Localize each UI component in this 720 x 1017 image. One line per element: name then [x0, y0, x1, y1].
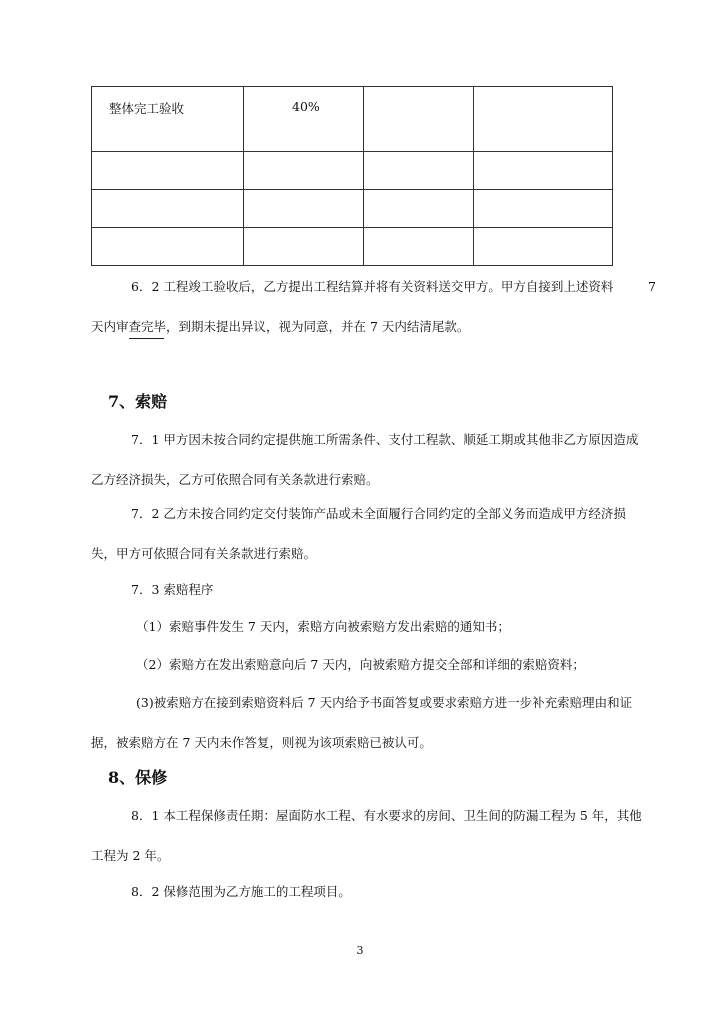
table-cell: [364, 152, 474, 190]
table-row: [92, 228, 613, 266]
section-heading: 7、索赔: [108, 392, 168, 411]
paragraph-8-1: [91, 796, 656, 876]
payment-schedule-table: [91, 86, 613, 266]
paragraph-text: 据，被索赔方在 7 天内未作答复，则视为该项索赔已被认可。: [91, 735, 432, 750]
paragraph-7-1: [91, 420, 656, 500]
section-heading: 8、保修: [108, 768, 168, 787]
stage-label: 整体完工验收: [109, 101, 185, 116]
paragraph-text: （1）索赔事件发生 7 天内，索赔方向被索赔方发出索赔的通知书；: [136, 619, 510, 634]
paragraph-text: (3)被索赔方在接到索赔资料后 7 天内给予书面答复或要求索赔方进一步补充索赔理由和证: [136, 695, 633, 710]
paragraph-text: 7．3 索赔程序: [131, 582, 214, 597]
paragraph-text: 8．1 本工程保修责任期：屋面防水工程、有水要求的房间、卫生间的防漏工程为 5 年，其他: [131, 808, 642, 823]
list-item: [91, 645, 656, 685]
paragraph-6-2: [91, 267, 656, 347]
table-cell: [92, 190, 244, 228]
table-row: [92, 152, 613, 190]
table-cell: [364, 87, 474, 152]
table-cell: [474, 228, 613, 266]
paragraph-text: 天内审查完毕，到期未提出异议，视为同意，并在 7 天内结清尾款。: [91, 319, 470, 334]
table-cell: [92, 87, 244, 152]
table-cell: [364, 228, 474, 266]
paragraph-text: 7: [648, 279, 656, 294]
table-cell: [92, 228, 244, 266]
paragraph-7-2: [91, 494, 656, 574]
paragraph-text: 失，甲方可依照合同有关条款进行索赔。: [91, 546, 317, 561]
table-cell: [364, 190, 474, 228]
table-cell: [474, 152, 613, 190]
page-number: 3: [356, 944, 364, 957]
table-cell: [244, 152, 364, 190]
paragraph-text: 7．1 甲方因未按合同约定提供施工所需条件、支付工程款、顺延工期或其他非乙方原因造成: [131, 432, 639, 447]
paragraph-7-3: [91, 570, 656, 610]
table-cell: [92, 152, 244, 190]
table-cell: [244, 190, 364, 228]
paragraph-text: 乙方经济损失，乙方可依照合同有关条款进行索赔。: [91, 472, 379, 487]
table-row: [92, 190, 613, 228]
percentage-value: 40%: [292, 99, 320, 114]
paragraph-text: 工程为 2 年。: [91, 848, 170, 863]
table-cell: [244, 87, 364, 152]
underline-mark: [129, 338, 164, 339]
table-cell: [474, 87, 613, 152]
list-item: [91, 607, 656, 647]
paragraph-text: （2）索赔方在发出索赔意向后 7 天内，向被索赔方提交全部和详细的索赔资料；: [136, 657, 585, 672]
paragraph-text: 8．2 保修范围为乙方施工的工程项目。: [131, 884, 351, 899]
paragraph-text: 7．2 乙方未按合同约定交付装饰产品或未全面履行合同约定的全部义务而造成甲方经济损: [131, 506, 626, 521]
paragraph-text: 6．2 工程竣工验收后，乙方提出工程结算并将有关资料送交甲方。甲方自接到上述资料: [131, 279, 614, 294]
table-row: [92, 87, 613, 152]
list-item: [91, 683, 656, 763]
table-cell: [244, 228, 364, 266]
table-cell: [474, 190, 613, 228]
paragraph-8-2: [91, 872, 656, 912]
